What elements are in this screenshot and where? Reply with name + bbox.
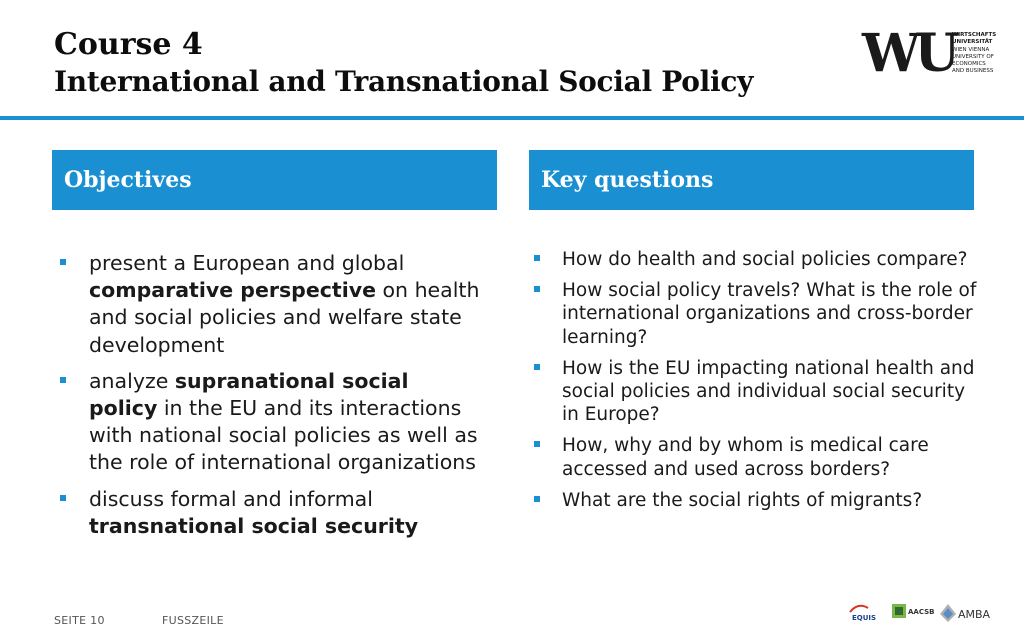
objectives-heading: Objectives: [52, 150, 497, 210]
key-questions-list: [534, 248, 984, 520]
bullet-icon: [534, 286, 540, 292]
bullet-icon: [60, 377, 66, 383]
objective-item: present a European and global comparative perspective on health and social policies and welfare state development: [60, 250, 480, 359]
bullet-icon: [534, 364, 540, 370]
accreditation-logos: [844, 598, 1020, 628]
question-item: What are the social rights of migrants?: [534, 489, 984, 512]
course-title: International and Transnational Social Policy: [54, 65, 754, 98]
wu-logo-text: WIRTSCHAFTS UNIVERSITÄT WIEN VIENNA UNIVERSITY OF ECONOMICS AND BUSINESS: [952, 32, 997, 75]
amba-logo: AMBA: [958, 608, 991, 621]
wu-logo: [862, 23, 1012, 104]
question-item: How social policy travels? What is the role of international organizations and cross-border learning?: [534, 279, 984, 349]
course-number: Course 4: [54, 27, 203, 62]
objective-item: discuss formal and informal transnational social security: [60, 486, 480, 540]
bullet-icon: [534, 441, 540, 447]
key-questions-heading: Key questions: [529, 150, 974, 210]
equis-logo: EQUIS: [852, 614, 877, 622]
question-item: How is the EU impacting national health and social policies and individual social security in Europe?: [534, 357, 984, 427]
bullet-icon: [60, 495, 66, 501]
wu-logo-mark: WU: [862, 23, 954, 84]
header-divider: [0, 116, 1024, 120]
objectives-list: [60, 250, 480, 549]
question-item: How do health and social policies compare?: [534, 248, 984, 271]
objective-item: analyze supranational social policy in the EU and its interactions with national social policies as well as the role of international organizations: [60, 368, 480, 477]
aacsb-logo: AACSB: [908, 608, 935, 616]
page-title: [54, 26, 753, 100]
bullet-icon: [534, 496, 540, 502]
question-item: How, why and by whom is medical care accessed and used across borders?: [534, 434, 984, 480]
bullet-icon: [60, 259, 66, 265]
bullet-icon: [534, 255, 540, 261]
footer-label: FUSSZEILE: [162, 614, 224, 627]
page-number: SEITE 10: [54, 614, 105, 627]
